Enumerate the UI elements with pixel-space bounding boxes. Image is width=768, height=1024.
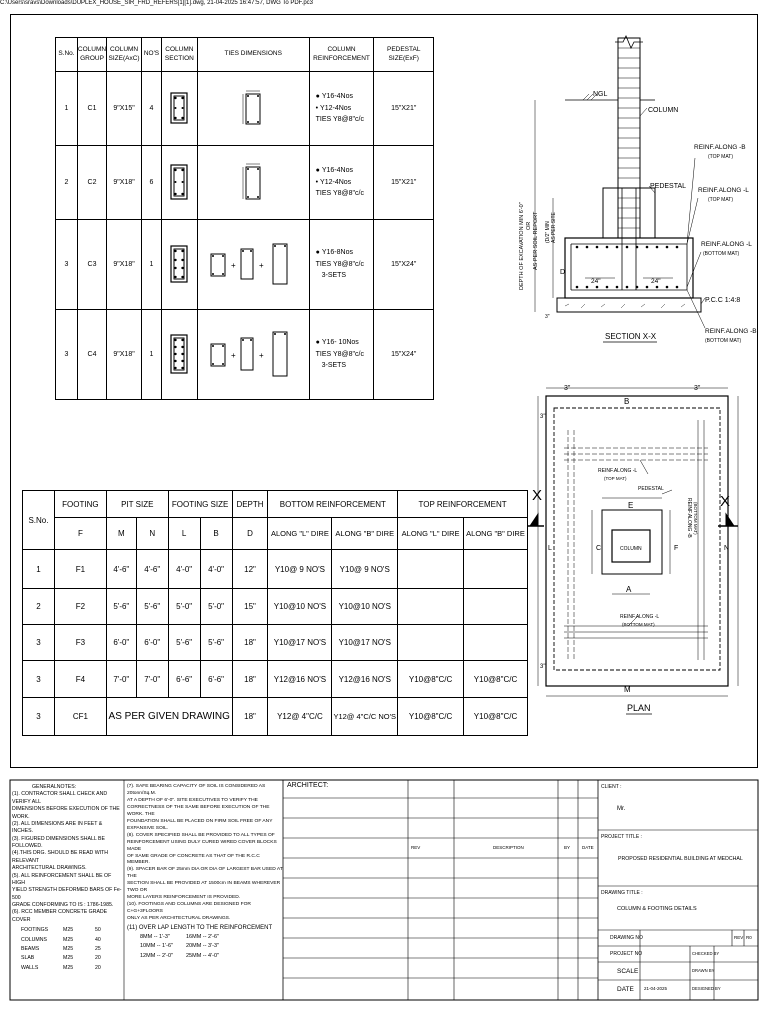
- reinf-line: TIES Y8@8"c/c: [315, 116, 364, 124]
- dim-3-bottom: 3": [540, 664, 546, 670]
- plan-reinf-l-bot: REINF.ALONG -L: [620, 614, 660, 620]
- note-line: (2). ALL DIMENSIONS ARE IN FEET & INCHES.: [12, 820, 103, 835]
- pedestal-cell: 15"X21": [374, 146, 434, 220]
- note-line: CORRECTNESS OF THE SAME BEFORE EXECUTION OF THE WORK. THE: [127, 804, 270, 817]
- lap-value: 16MM -- 2'-6": [186, 933, 219, 940]
- pedestal-cell: 15"X24": [374, 220, 434, 310]
- nos-cell: 1: [142, 310, 162, 400]
- cell: 3: [23, 698, 55, 736]
- footing-subheader: ALONG "L" DIRE: [268, 518, 332, 550]
- dim-n: N: [724, 545, 730, 552]
- cover-member: BEAMS: [21, 945, 40, 952]
- cell: Y10@17 NO'S: [268, 625, 332, 661]
- rev-col-label: REV: [411, 845, 421, 850]
- reinf-b-bot-sub: (BOTTOM MAT): [705, 338, 742, 344]
- drawing-title-label: DRAWING TITLE :: [601, 890, 643, 896]
- footing-header: DEPTH: [232, 491, 268, 518]
- cell: 18": [232, 698, 268, 736]
- note-line: FOUNDATION SHALL BE PLACED ON FIRM SOIL FREE OF ANY: [127, 818, 273, 824]
- note-line: MORE LAYERS REINFORCEMENT IS PROVIDED.: [127, 895, 241, 901]
- reinf-line: Y16- 10Nos: [321, 339, 359, 347]
- checked-by-label: CHECKED BY: [692, 951, 720, 956]
- plan-reinf-l-bot-sub: (BOTTOM MAT): [622, 622, 655, 627]
- footing-subheader: B: [200, 518, 232, 550]
- cell: 7'-0": [106, 661, 136, 698]
- cell: 15": [232, 589, 268, 625]
- client-value: Mr.: [617, 806, 626, 812]
- lap-value: 12MM -- 2'-0": [140, 953, 173, 960]
- pedestal-cell: 15"X24": [374, 310, 434, 400]
- general-notes: [12, 784, 124, 973]
- cover-member: SLAB: [21, 955, 35, 962]
- reinf-l-bot-sub: (BOTTOM MAT): [703, 251, 740, 257]
- dim-3-left: 3": [540, 414, 546, 420]
- cell: F3: [54, 625, 106, 661]
- cell: 3: [23, 625, 55, 661]
- sno-cell: 1: [56, 72, 78, 146]
- d12-text-2: AS PER SITE: [551, 212, 557, 243]
- column-header: COLUMN GROUP: [77, 38, 106, 72]
- client-label: CLIENT :: [601, 784, 622, 790]
- cell: 6'-6": [168, 661, 200, 698]
- group-cell: C3: [77, 220, 106, 310]
- cover-member: FOOTINGS: [21, 927, 49, 934]
- cell: F1: [54, 550, 106, 589]
- drawn-by-label: DRAWN BY: [692, 968, 715, 973]
- cover-value: 50: [95, 927, 101, 934]
- cell: 2: [23, 589, 55, 625]
- cover-table: [20, 926, 102, 973]
- cell: Y10@8"C/C: [398, 698, 464, 736]
- group-cell: C4: [77, 310, 106, 400]
- dim-e: E: [628, 501, 634, 510]
- cover-grade: M25: [63, 945, 74, 952]
- column-header: S.No.: [56, 38, 78, 72]
- reinforcement-cell: ● Y16- 10Nos TIES Y8@8"c/c 3-SETS: [309, 310, 374, 400]
- cell: 4'-6": [136, 550, 168, 589]
- svg-text:+: +: [231, 350, 236, 360]
- ngl-label: NGL: [593, 91, 608, 98]
- pedestal-cell: 15"X21": [374, 72, 434, 146]
- column-header: COLUMN REINFORCEMENT: [309, 38, 374, 72]
- note-line: REINFORCEMENT USING DULY CURED WIRED COVER BLOCKS MADE: [127, 839, 277, 852]
- note-line: OF SAME GRADE OF CONCRETE AS THAT OF THE R.C.C MEMBER.: [127, 853, 260, 866]
- cover-grade: M25: [63, 927, 74, 934]
- description-col-label: DESCRIPTION: [493, 845, 524, 850]
- footing-subheader: D: [232, 518, 268, 550]
- cell: 12": [232, 550, 268, 589]
- cover-value: 20: [95, 964, 101, 971]
- cell: Y12@ 4"C/C NO'S: [332, 698, 398, 736]
- note-line: (1). CONTRACTOR SHALL CHECK AND VERIFY ALL: [12, 791, 108, 805]
- note-line: AT A DEPTH OF 6'-0". SITE EXECUTIVES TO VERIFY THE: [127, 797, 258, 803]
- plan-reinf-b-sub: (BOTTOM MAT): [693, 502, 698, 535]
- x-marker-left: X: [532, 487, 543, 504]
- cover-grade: M25: [63, 964, 74, 971]
- cover-member: COLUMNS: [21, 936, 47, 943]
- plan-pedestal: PEDESTAL: [638, 486, 664, 492]
- cell: 1: [23, 550, 55, 589]
- file-path-header: C:\Users\sravs\Downloads\DUPLEX_HOUSE_SIR_FRD_REFERS[1][1].dwg, 21-04-2025 16:47:57, DWG To PDF.pc3: [0, 0, 314, 6]
- lap-value: 8MM -- 1'-3": [140, 933, 170, 940]
- notes-continued: [127, 784, 283, 962]
- reinf-line: 3-SETS: [321, 272, 347, 280]
- cell: CF1: [54, 698, 106, 736]
- note-line: (7). SAFE BEARING CAPACITY OF SOIL IS CONSIDERED AS 20tonn/Sq.M.: [127, 784, 266, 796]
- size-cell: 9"X15": [107, 72, 142, 146]
- dim-24-left: 24": [591, 278, 601, 285]
- cell: Y10@17 NO'S: [332, 625, 398, 661]
- plan-reinf-l-top-sub: (TOP MAT): [604, 476, 627, 481]
- nos-cell: 1: [142, 220, 162, 310]
- nos-cell: 6: [142, 146, 162, 220]
- note-line: (10). FOOTINGS AND COLUMNS ARE DESIGNED FOR C+G+3FLOORS: [127, 902, 251, 915]
- reinf-line: Y16-4Nos: [321, 167, 353, 175]
- cell: 5'-6": [106, 589, 136, 625]
- reinf-line: Y16-4Nos: [321, 93, 353, 101]
- note-line: EXPANSIVE SOIL.: [127, 825, 169, 831]
- reinf-line: 3-SETS: [321, 362, 347, 370]
- reinf-line: Y16-8Nos: [321, 249, 353, 257]
- reinforcement-cell: ● Y16-8Nos TIES Y8@8"c/c 3-SETS: [309, 220, 374, 310]
- reinf-l-bot-label: REINF.ALONG -L: [701, 241, 752, 248]
- cell: 5'-6": [168, 625, 200, 661]
- reinf-line: TIES Y8@8"c/c: [315, 350, 364, 358]
- pcc-label: P.C.C 1:4:8: [705, 297, 741, 304]
- cell: 5'-6": [200, 625, 232, 661]
- by-col-label: BY: [564, 845, 571, 850]
- footing-header: S.No.: [23, 491, 55, 550]
- rev-label: REV: [734, 935, 744, 940]
- cell: Y12@16 NO'S: [332, 661, 398, 698]
- note-line: YIELD STRENGTH DEFORMED BARS OF Fe-500: [12, 887, 122, 901]
- footing-subheader: ALONG "B" DIRE: [464, 518, 528, 550]
- cell: Y10@8"C/C: [464, 661, 528, 698]
- lap-table: [139, 933, 220, 962]
- date-label: DATE: [617, 986, 634, 993]
- lap-value: 25MM -- 4'-0": [186, 953, 219, 960]
- reinf-b-bot-label: REINF.ALONG -B: [705, 328, 757, 335]
- cover-grade: M25: [63, 936, 74, 943]
- note-line: (9). SPACER BAR OF 25mm DIA OR DIA OF LARGEST BAR USED AT THE: [127, 867, 283, 880]
- group-cell: C1: [77, 72, 106, 146]
- dim-3-tl: 3": [564, 385, 571, 392]
- cell: 18": [232, 625, 268, 661]
- notes-title: GENERALNOTES:: [32, 784, 77, 790]
- cell: Y10@10 NO'S: [268, 589, 332, 625]
- pedestal-label: PEDESTAL: [650, 183, 687, 190]
- depth-text-1: DEPTH OF EXCAVATION MIN 6'-0": [519, 202, 525, 290]
- cell: 5'-6": [136, 589, 168, 625]
- svg-text:+: +: [231, 260, 236, 270]
- drawing-title-value: COLUMN & FOOTING DETAILS: [617, 906, 697, 912]
- column-header: TIES DIMENSIONS: [197, 38, 309, 72]
- reinf-l-top-sub: (TOP MAT): [708, 197, 733, 203]
- cell: 4'-0": [168, 550, 200, 589]
- cell: Y10@ 9 NO'S: [268, 550, 332, 589]
- designed-by-label: DESIGNED BY: [692, 986, 721, 991]
- date-col-label: DATE: [582, 845, 594, 850]
- plan-column: COLUMN: [620, 546, 642, 552]
- scale-label: SCALE: [617, 968, 639, 975]
- nos-cell: 4: [142, 72, 162, 146]
- depth-text-3: AS PER SOIL REPORT: [533, 211, 539, 270]
- cell: Y12@ 4"C/C: [268, 698, 332, 736]
- reinf-b-top-label: REINF.ALONG -B: [694, 144, 746, 151]
- reinf-l-top-label: REINF.ALONG -L: [698, 187, 749, 194]
- cover-value: 40: [95, 936, 101, 943]
- reinf-line: Y12-4Nos: [320, 104, 352, 112]
- merged-cell: AS PER GIVEN DRAWING: [106, 698, 232, 736]
- plan-reinf-b: REINF.ALONG -B: [686, 498, 692, 538]
- lap-title: (11) OVER LAP LENGTH TO THE REINFORCEMENT: [127, 925, 273, 932]
- size-cell: 9"X18": [107, 146, 142, 220]
- cell: 7'-0": [136, 661, 168, 698]
- dim-l: L: [548, 545, 552, 552]
- footing-subheader: ALONG "B" DIRE: [332, 518, 398, 550]
- note-line: (3). FIGURED DIMENSIONS SHALL BE FOLLOWED.: [12, 835, 105, 849]
- column-header: PEDESTAL SIZE(ExF): [374, 38, 434, 72]
- reinforcement-cell: ● Y16-4Nos • Y12-4Nos TIES Y8@8"c/c: [309, 146, 374, 220]
- dim-3: 3": [545, 314, 550, 320]
- note-line: SECTION SHALL BE PROVIDED AT 1500cm IN BEAMS WHEREVER TWO OR: [127, 881, 281, 894]
- cell: 6'-0": [106, 625, 136, 661]
- lap-value: 20MM -- 3'-3": [186, 943, 219, 950]
- note-line: ONLY AS PER ARCHITECTURAL DRAWINGS.: [127, 916, 231, 922]
- note-line: ARCHITECTURAL DRAWINGS.: [12, 865, 87, 872]
- size-cell: 9"X18": [107, 220, 142, 310]
- column-label: COLUMN: [648, 107, 679, 114]
- dim-3-tr: 3": [694, 385, 701, 392]
- dim-m: M: [624, 685, 631, 694]
- section-title: SECTION X-X: [605, 332, 657, 341]
- project-title-label: PROJECT TITLE :: [601, 834, 642, 840]
- dim-24-right: 24": [651, 278, 661, 285]
- x-marker-right: X: [720, 493, 731, 510]
- footing-subheader: L: [168, 518, 200, 550]
- footing-header: FOOTING SIZE: [168, 491, 232, 518]
- plan-reinf-l-top: REINF.ALONG -L: [598, 468, 638, 474]
- lap-value: 10MM -- 1'-6": [140, 943, 173, 950]
- note-line: GRADE CONFORMING TO IS : 1786-1985.: [12, 902, 114, 908]
- d-label: D: [560, 269, 566, 276]
- svg-text:+: +: [259, 260, 264, 270]
- d12-text: (D/2" MIN: [545, 221, 551, 243]
- dim-f: F: [674, 545, 679, 552]
- cell: Y10@8"C/C: [398, 661, 464, 698]
- size-cell: 9"X18": [107, 310, 142, 400]
- footing-header: TOP REINFORCEMENT: [398, 491, 528, 518]
- sno-cell: 3: [56, 310, 78, 400]
- note-line: WORK.: [12, 813, 30, 820]
- dim-b: B: [624, 397, 630, 406]
- reinf-b-top-sub: (TOP MAT): [708, 154, 733, 160]
- reinf-line: TIES Y8@8"c/c: [315, 260, 364, 268]
- footing-subheader: F: [54, 518, 106, 550]
- footing-header: PIT SIZE: [106, 491, 168, 518]
- footing-header: FOOTING: [54, 491, 106, 518]
- dim-c: C: [596, 545, 602, 552]
- cover-grade: M25: [63, 955, 74, 962]
- cell: Y12@16 NO'S: [268, 661, 332, 698]
- footing-header: BOTTOM REINFORCEMENT: [268, 491, 398, 518]
- cover-value: 25: [95, 945, 101, 952]
- footing-subheader: N: [136, 518, 168, 550]
- column-header: COLUMN SECTION: [161, 38, 197, 72]
- note-line: (4).THIS DRG. SHOULD BE READ WITH RELEVANT: [12, 850, 108, 864]
- reinf-line: Y12-4Nos: [320, 178, 352, 186]
- sno-cell: 2: [56, 146, 78, 220]
- project-title-value: PROPOSED RESIDENTIAL BUILDING AT MEDCHAL: [618, 856, 743, 862]
- note-line: (5). ALL REINFORCEMENT SHALL BE OF HIGH: [12, 872, 112, 886]
- group-cell: C2: [77, 146, 106, 220]
- dim-a: A: [626, 585, 632, 594]
- cover-value: 20: [95, 955, 101, 962]
- cell: 18": [232, 661, 268, 698]
- architect-label: ARCHITECT:: [287, 782, 329, 789]
- cell: 4'-0": [200, 550, 232, 589]
- project-no-label: PROJECT NO: [610, 951, 643, 957]
- note-line: (6). RCC MEMBER CONCRETE GRADE COVER: [12, 909, 108, 923]
- rev-value: R0: [746, 935, 752, 940]
- cell: 3: [23, 661, 55, 698]
- depth-text-2: OR: [526, 221, 532, 230]
- cell: F2: [54, 589, 106, 625]
- cell: Y10@ 9 NO'S: [332, 550, 398, 589]
- reinf-line: TIES Y8@8"c/c: [315, 190, 364, 198]
- cell: Y10@8"C/C: [464, 698, 528, 736]
- drawing-no-label: DRAWING NO: [610, 935, 643, 941]
- column-header: COLUMN SIZE(AxC): [107, 38, 142, 72]
- note-line: DIMENSIONS BEFORE EXECUTION OF THE: [12, 806, 120, 813]
- plan-title: PLAN: [627, 703, 651, 713]
- reinforcement-cell: ● Y16-4Nos • Y12-4Nos TIES Y8@8"c/c: [309, 72, 374, 146]
- cell: F4: [54, 661, 106, 698]
- footing-subheader: ALONG "L" DIRE: [398, 518, 464, 550]
- footing-subheader: M: [106, 518, 136, 550]
- date-value: 21-04-2025: [644, 986, 668, 991]
- sno-cell: 3: [56, 220, 78, 310]
- cell: 6'-0": [136, 625, 168, 661]
- cell: 4'-6": [106, 550, 136, 589]
- note-line: (8). COVER SPECIFIED SHALL BE PROVIDED TO ALL TYPES OF: [127, 832, 275, 838]
- cell: Y10@10 NO'S: [332, 589, 398, 625]
- cell: 5'-0": [168, 589, 200, 625]
- cell: 6'-6": [200, 661, 232, 698]
- svg-text:+: +: [259, 350, 264, 360]
- cell: 5'-0": [200, 589, 232, 625]
- column-header: NO'S: [142, 38, 162, 72]
- cover-member: WALLS: [21, 964, 39, 971]
